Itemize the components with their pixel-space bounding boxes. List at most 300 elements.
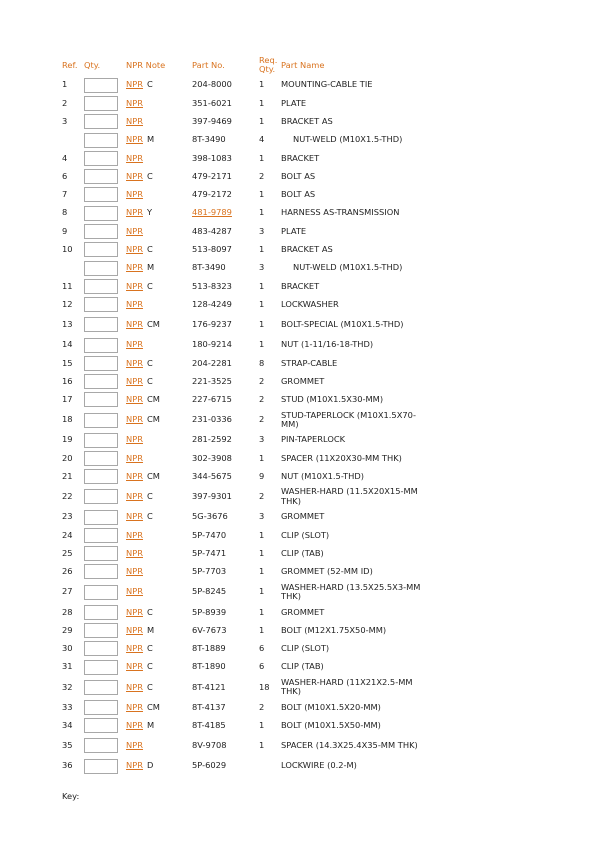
npr-note-cell — [126, 468, 192, 486]
part-name: LOCKWASHER — [281, 298, 339, 309]
qty-input[interactable] — [84, 623, 118, 638]
part-number: 351-6021 — [192, 97, 232, 108]
qty-input[interactable] — [84, 78, 118, 93]
qty-input[interactable] — [84, 114, 118, 129]
note-code: C — [146, 170, 153, 181]
part-number-cell — [192, 658, 259, 676]
qty-cell — [84, 658, 126, 676]
part-name: PLATE — [281, 225, 307, 236]
npr-note-cell — [126, 354, 192, 372]
npr-link[interactable]: NPR — [126, 760, 143, 771]
npr-note-cell — [126, 658, 192, 676]
part-name: NUT-WELD (M10X1.5-THD) — [293, 262, 403, 273]
part-number-cell — [192, 391, 259, 409]
ref-number: 36 — [62, 760, 73, 771]
table-row — [62, 113, 433, 131]
table-row — [62, 241, 433, 259]
part-number: 231-0336 — [192, 414, 232, 425]
table-row — [62, 486, 433, 508]
part-number: 344-5675 — [192, 471, 232, 482]
note-code: CM — [146, 471, 160, 482]
part-number-cell — [192, 468, 259, 486]
npr-link[interactable]: NPR — [126, 97, 143, 108]
req-qty: 1 — [259, 79, 265, 90]
req-qty: 1 — [259, 280, 265, 291]
ref-number: 35 — [62, 740, 73, 751]
part-number-cell — [192, 621, 259, 639]
req-qty: 2 — [259, 375, 265, 386]
npr-link[interactable]: NPR — [126, 643, 143, 654]
table-row — [62, 76, 433, 94]
npr-note-cell — [126, 336, 192, 354]
qty-cell — [84, 76, 126, 94]
part-name: BOLT (M10X1.5X20-MM) — [281, 701, 381, 712]
npr-link[interactable]: NPR — [126, 547, 143, 558]
npr-link[interactable]: NPR — [126, 471, 143, 482]
part-number-cell — [192, 676, 259, 698]
table-row — [62, 167, 433, 185]
qty-input[interactable] — [84, 413, 118, 428]
req-qty: 1 — [259, 152, 265, 163]
table-row — [62, 149, 433, 167]
part-name: WASHER-HARD (11X21X2.5-MM THK) — [281, 676, 413, 697]
part-number: 180-9214 — [192, 339, 232, 350]
npr-note-cell — [126, 698, 192, 716]
npr-note-cell — [126, 296, 192, 314]
part-name: PIN-TAPERLOCK — [281, 434, 346, 445]
header-qty: Qty. — [84, 59, 101, 70]
note-code: C — [146, 244, 153, 255]
req-qty: 8 — [259, 357, 265, 368]
ref-number: 34 — [62, 720, 73, 730]
req-qty: 1 — [259, 298, 265, 309]
header-req-line2: Qty. — [259, 64, 276, 74]
npr-link[interactable]: NPR — [126, 134, 143, 145]
npr-link[interactable]: NPR — [126, 262, 143, 273]
part-number-cell — [192, 431, 259, 449]
table-row — [62, 621, 433, 639]
qty-input[interactable] — [84, 133, 118, 148]
table-row — [62, 354, 433, 372]
part-number-cell — [192, 336, 259, 354]
qty-input[interactable] — [84, 261, 118, 276]
req-qty: 2 — [259, 414, 265, 425]
part-number: 302-3908 — [192, 452, 232, 463]
note-code: M — [146, 134, 155, 145]
ref-number: 15 — [62, 357, 73, 368]
header-req-line1: Req. — [259, 55, 278, 65]
note-code: C — [146, 511, 153, 522]
part-number-cell — [192, 486, 259, 508]
qty-cell — [84, 563, 126, 581]
qty-cell — [84, 131, 126, 149]
table-row — [62, 222, 433, 240]
qty-input[interactable] — [84, 242, 118, 257]
part-number: 513-8323 — [192, 280, 232, 291]
part-number: 5P-8939 — [192, 606, 227, 617]
qty-cell — [84, 204, 126, 222]
qty-input[interactable] — [84, 469, 118, 484]
part-number-cell — [192, 735, 259, 757]
table-row — [62, 131, 433, 149]
qty-input[interactable] — [84, 279, 118, 294]
header-part-name: Part Name — [281, 59, 325, 70]
npr-link[interactable]: NPR — [126, 357, 143, 368]
req-qty: 1 — [259, 339, 265, 350]
part-number: 5P-6029 — [192, 760, 227, 771]
qty-cell — [84, 222, 126, 240]
part-number-link[interactable]: 481-9789 — [192, 207, 232, 218]
qty-input[interactable] — [84, 224, 118, 239]
ref-number: 8 — [62, 207, 68, 218]
qty-input[interactable] — [84, 605, 118, 620]
part-name: BRACKET — [281, 280, 320, 291]
qty-input[interactable] — [84, 187, 118, 202]
table-row — [62, 468, 433, 486]
qty-cell — [84, 372, 126, 390]
part-name: CLIP (SLOT) — [281, 643, 330, 654]
req-qty: 3 — [259, 225, 265, 236]
note-code: M — [146, 262, 155, 273]
npr-note-cell — [126, 76, 192, 94]
qty-cell — [84, 449, 126, 467]
part-name: PLATE — [281, 97, 307, 108]
part-name: NUT (M10X1.5-THD) — [281, 471, 364, 482]
table-row — [62, 409, 433, 431]
part-name: BOLT (M10X1.5X50-MM) — [281, 720, 381, 730]
npr-link[interactable]: NPR — [126, 586, 143, 597]
req-qty: 2 — [259, 701, 265, 712]
npr-note-cell — [126, 431, 192, 449]
npr-note-cell — [126, 640, 192, 658]
req-qty — [259, 757, 281, 775]
table-row — [62, 640, 433, 658]
ref-number: 17 — [62, 394, 73, 405]
npr-link[interactable]: NPR — [126, 740, 143, 751]
part-name: BOLT-SPECIAL (M10X1.5-THD) — [281, 319, 404, 330]
npr-note-cell — [126, 409, 192, 431]
npr-link[interactable]: NPR — [126, 491, 143, 502]
npr-note-cell — [126, 94, 192, 112]
part-name: BRACKET AS — [281, 115, 333, 126]
qty-input[interactable] — [84, 297, 118, 312]
note-code: C — [146, 357, 153, 368]
qty-cell — [84, 296, 126, 314]
req-qty: 9 — [259, 471, 265, 482]
qty-cell — [84, 94, 126, 112]
part-number: 398-1083 — [192, 152, 232, 163]
ref-number: 19 — [62, 434, 73, 445]
header-ref: Ref. — [62, 59, 78, 70]
part-number: 5P-7470 — [192, 529, 227, 540]
part-name: BOLT (M12X1.75X50-MM) — [281, 624, 387, 635]
qty-input[interactable] — [84, 585, 118, 600]
npr-link[interactable]: NPR — [126, 115, 143, 126]
note-code: C — [146, 491, 153, 502]
table-header — [62, 54, 433, 76]
qty-input[interactable] — [84, 489, 118, 504]
note-code: D — [146, 760, 154, 771]
req-qty: 6 — [259, 643, 265, 654]
part-number-cell — [192, 113, 259, 131]
key-label: Key: — [62, 791, 80, 802]
npr-note-cell — [126, 621, 192, 639]
qty-cell — [84, 621, 126, 639]
part-number-cell — [192, 698, 259, 716]
table-row — [62, 372, 433, 390]
npr-link[interactable]: NPR — [126, 434, 143, 445]
npr-note-cell — [126, 545, 192, 563]
npr-note-cell — [126, 259, 192, 277]
qty-input[interactable] — [84, 528, 118, 543]
part-number-cell — [192, 76, 259, 94]
npr-note-cell — [126, 581, 192, 603]
qty-input[interactable] — [84, 738, 118, 753]
qty-input[interactable] — [84, 433, 118, 448]
qty-cell — [84, 640, 126, 658]
part-name: SPACER (11X20X30-MM THK) — [281, 452, 402, 463]
part-name: WASHER-HARD (13.5X25.5X3-MM THK) — [281, 581, 421, 602]
npr-link[interactable]: NPR — [126, 207, 143, 218]
ref-number: 2 — [62, 97, 68, 108]
part-name: MOUNTING-CABLE TIE — [281, 79, 373, 90]
req-qty: 1 — [259, 97, 265, 108]
qty-cell — [84, 581, 126, 603]
note-code: C — [146, 661, 153, 672]
npr-note-cell — [126, 391, 192, 409]
part-name: BOLT AS — [281, 189, 316, 200]
qty-input[interactable] — [84, 451, 118, 466]
table-row — [62, 735, 433, 757]
qty-input[interactable] — [84, 374, 118, 389]
table-row — [62, 526, 433, 544]
qty-input[interactable] — [84, 392, 118, 407]
ref-number: 14 — [62, 339, 73, 350]
part-name: NUT-WELD (M10X1.5-THD) — [293, 134, 403, 145]
req-qty: 1 — [259, 586, 265, 597]
qty-input[interactable] — [84, 700, 118, 715]
table-row — [62, 698, 433, 716]
part-name: WASHER-HARD (11.5X20X15-MM THK) — [281, 486, 418, 506]
req-qty: 4 — [259, 134, 265, 145]
req-qty: 2 — [259, 170, 265, 181]
qty-cell — [84, 508, 126, 526]
ref-number: 33 — [62, 701, 73, 712]
npr-link[interactable]: NPR — [126, 681, 143, 692]
part-number: 227-6715 — [192, 394, 232, 405]
npr-link[interactable]: NPR — [126, 566, 143, 577]
qty-cell — [84, 409, 126, 431]
part-number-cell — [192, 259, 259, 277]
npr-link[interactable]: NPR — [126, 244, 143, 255]
table-row — [62, 563, 433, 581]
part-name: BRACKET AS — [281, 244, 333, 255]
part-number: 513-8097 — [192, 244, 232, 255]
npr-link[interactable]: NPR — [126, 511, 143, 522]
part-name: HARNESS AS-TRANSMISSION — [281, 207, 400, 218]
npr-link[interactable]: NPR — [126, 79, 143, 90]
note-code: C — [146, 643, 153, 654]
qty-input[interactable] — [84, 546, 118, 561]
table-row — [62, 545, 433, 563]
npr-note-cell — [126, 314, 192, 336]
npr-note-cell — [126, 149, 192, 167]
npr-link[interactable]: NPR — [126, 189, 143, 200]
npr-link[interactable]: NPR — [126, 152, 143, 163]
npr-link[interactable]: NPR — [126, 170, 143, 181]
npr-note-cell — [126, 167, 192, 185]
part-number: 8T-4137 — [192, 701, 226, 712]
npr-link[interactable]: NPR — [126, 375, 143, 386]
table-row — [62, 508, 433, 526]
table-row — [62, 204, 433, 222]
qty-input[interactable] — [84, 718, 118, 733]
req-qty: 3 — [259, 511, 265, 522]
ref-number: 31 — [62, 661, 73, 672]
qty-input[interactable] — [84, 356, 118, 371]
req-qty: 2 — [259, 394, 265, 405]
note-code: CM — [146, 701, 160, 712]
qty-cell — [84, 241, 126, 259]
note-code: C — [146, 681, 153, 692]
part-number-cell — [192, 563, 259, 581]
part-number: 204-2281 — [192, 357, 232, 368]
ref-number: 23 — [62, 511, 73, 522]
npr-link[interactable]: NPR — [126, 624, 143, 635]
table-row — [62, 757, 433, 775]
qty-cell — [84, 149, 126, 167]
qty-input[interactable] — [84, 338, 118, 353]
part-number: 8V-9708 — [192, 740, 227, 751]
part-number-cell — [192, 449, 259, 467]
ref-number: 11 — [62, 280, 73, 291]
table-row — [62, 391, 433, 409]
npr-note-cell — [126, 222, 192, 240]
part-number-cell — [192, 186, 259, 204]
npr-link[interactable]: NPR — [126, 280, 143, 291]
npr-link[interactable]: NPR — [126, 319, 143, 330]
part-number-cell — [192, 640, 259, 658]
part-name: CLIP (TAB) — [281, 547, 324, 558]
part-number: 8T-1889 — [192, 643, 226, 654]
part-number-cell — [192, 508, 259, 526]
table-row — [62, 277, 433, 295]
ref-number: 24 — [62, 529, 73, 540]
ref-number: 10 — [62, 244, 73, 255]
qty-input[interactable] — [84, 680, 118, 695]
npr-note-cell — [126, 449, 192, 467]
qty-input[interactable] — [84, 510, 118, 525]
part-number: 397-9469 — [192, 115, 232, 126]
req-qty: 1 — [259, 606, 265, 617]
part-name: LOCKWIRE (0.2-M) — [281, 760, 357, 771]
npr-note-cell — [126, 526, 192, 544]
qty-cell — [84, 113, 126, 131]
ref-number: 1 — [62, 79, 68, 90]
note-code: C — [146, 375, 153, 386]
npr-note-cell — [126, 508, 192, 526]
table-row — [62, 431, 433, 449]
npr-link[interactable]: NPR — [126, 394, 143, 405]
part-number: 204-8000 — [192, 79, 232, 90]
req-qty: 1 — [259, 319, 265, 330]
npr-link[interactable]: NPR — [126, 529, 143, 540]
part-number-cell — [192, 545, 259, 563]
npr-note-cell — [126, 204, 192, 222]
table-row — [62, 676, 433, 698]
qty-input[interactable] — [84, 96, 118, 111]
part-number: 8T-4121 — [192, 681, 226, 692]
req-qty: 2 — [259, 491, 265, 502]
note-code: C — [146, 79, 153, 90]
qty-cell — [84, 676, 126, 698]
qty-cell — [84, 336, 126, 354]
part-name: GROMMET — [281, 606, 325, 617]
ref-number: 32 — [62, 681, 73, 692]
npr-note-cell — [126, 603, 192, 621]
npr-link[interactable]: NPR — [126, 452, 143, 463]
part-number-cell — [192, 204, 259, 222]
ref-number: 28 — [62, 606, 73, 617]
note-code: CM — [146, 394, 160, 405]
ref-number: 3 — [62, 115, 68, 126]
qty-input[interactable] — [84, 759, 118, 774]
npr-link[interactable]: NPR — [126, 720, 143, 730]
qty-input[interactable] — [84, 564, 118, 579]
qty-input[interactable] — [84, 151, 118, 166]
part-number: 5P-8245 — [192, 586, 227, 597]
qty-cell — [84, 468, 126, 486]
qty-cell — [84, 717, 126, 735]
qty-cell — [84, 391, 126, 409]
qty-cell — [84, 167, 126, 185]
npr-link[interactable]: NPR — [126, 298, 143, 309]
npr-link[interactable]: NPR — [126, 606, 143, 617]
part-number-cell — [192, 757, 259, 775]
qty-input[interactable] — [84, 206, 118, 221]
req-qty: 3 — [259, 262, 265, 273]
part-number: 221-3525 — [192, 375, 232, 386]
npr-note-cell — [126, 486, 192, 508]
npr-link[interactable]: NPR — [126, 414, 143, 425]
part-number: 8T-4185 — [192, 720, 226, 730]
part-number-cell — [192, 372, 259, 390]
npr-link[interactable]: NPR — [126, 701, 143, 712]
npr-note-cell — [126, 113, 192, 131]
qty-cell — [84, 354, 126, 372]
ref-number: 6 — [62, 170, 68, 181]
part-number-cell — [192, 354, 259, 372]
qty-input[interactable] — [84, 169, 118, 184]
parts-table-body — [62, 76, 433, 775]
part-number-cell — [192, 131, 259, 149]
qty-input[interactable] — [84, 660, 118, 675]
qty-cell — [84, 259, 126, 277]
req-qty: 1 — [259, 115, 265, 126]
req-qty: 1 — [259, 244, 265, 255]
header-npr-note: NPR Note — [126, 59, 166, 70]
part-number-cell — [192, 296, 259, 314]
npr-link[interactable]: NPR — [126, 661, 143, 672]
part-number: 483-4287 — [192, 225, 232, 236]
qty-input[interactable] — [84, 317, 118, 332]
qty-cell — [84, 603, 126, 621]
npr-link[interactable]: NPR — [126, 339, 143, 350]
qty-input[interactable] — [84, 641, 118, 656]
npr-link[interactable]: NPR — [126, 225, 143, 236]
ref-number: 7 — [62, 189, 68, 200]
part-number: 5P-7703 — [192, 566, 227, 577]
